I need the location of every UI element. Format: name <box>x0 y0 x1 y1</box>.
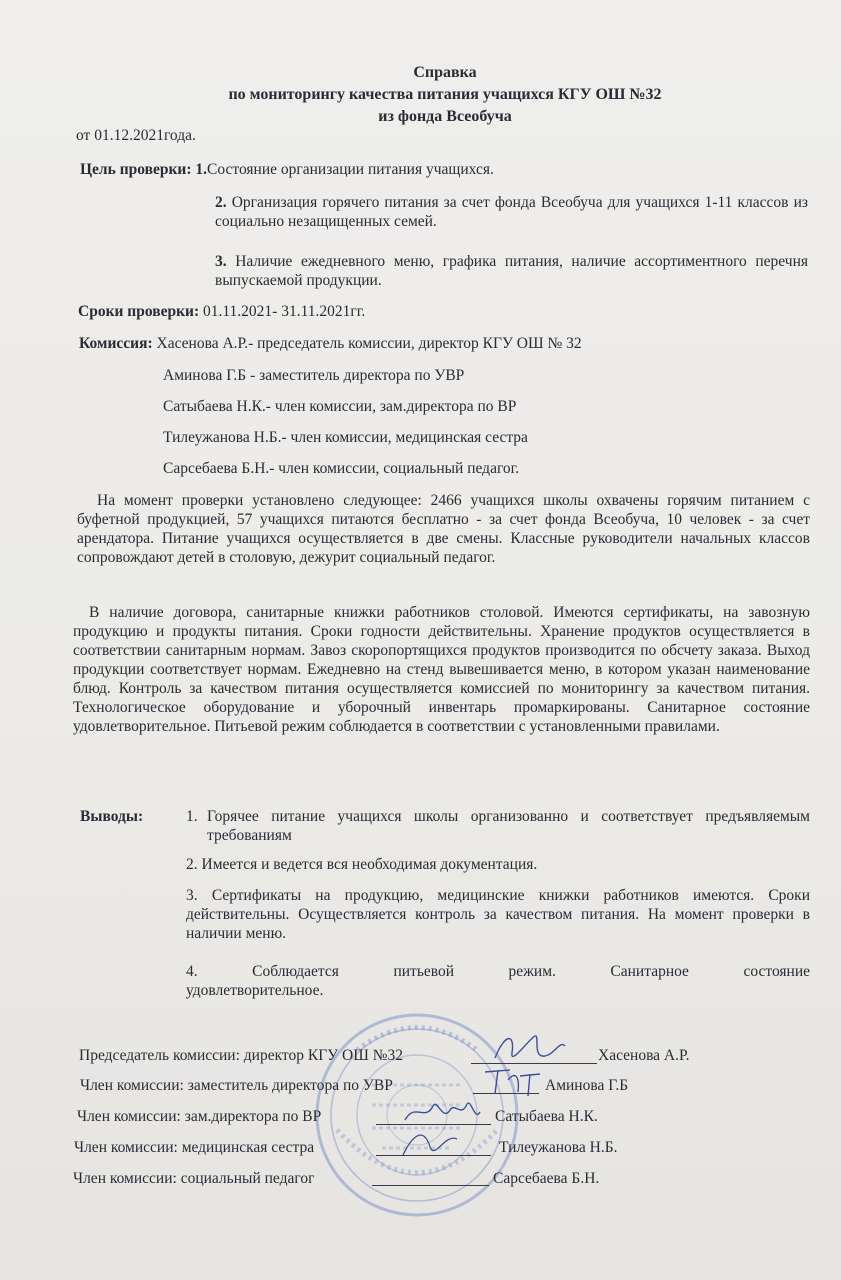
commission-member: Сарсебаева Б.Н.- член комиссии, социальный педагог. <box>163 460 520 477</box>
goal-line-1 <box>80 160 494 179</box>
handwritten-signature <box>395 1125 465 1165</box>
conclusion-text: Соблюдается питьевой режим. Санитарное состояние удовлетворительное. <box>186 963 810 999</box>
signature-role: Член комиссии: зам.директора по ВР <box>77 1108 322 1125</box>
commission-member: Аминова Г.Б - заместитель директора по УВР <box>163 367 465 384</box>
conclusion-item <box>186 962 810 1000</box>
goal-item-1-num: 1. <box>195 161 208 178</box>
document-source: из фонда Всеобуча <box>378 108 512 125</box>
commission-member: Сатыбаева Н.К.- член комиссии, зам.директора по ВР <box>163 398 517 415</box>
signature-name: Хасенова А.Р. <box>598 1047 690 1064</box>
commission-label: Комиссия: <box>79 335 153 352</box>
conclusions-label: Выводы: <box>80 808 144 825</box>
conclusion-text: Имеется и ведется вся необходимая документация. <box>201 856 538 873</box>
conclusion-item <box>186 855 810 874</box>
goal-item-3-num: 3. <box>215 253 227 270</box>
goal-item-3-text: Наличие ежедневного меню, графика питания, наличие ассортиментного перечня выпускаемой продукции. <box>215 253 809 289</box>
signature-name: Сатыбаева Н.К. <box>495 1108 598 1125</box>
conclusion-num: 3. <box>186 887 198 904</box>
body-paragraph-2: В наличие договора, санитарные книжки работников столовой. Имеются сертификаты, на завозную продукцию и продукты питания. Сроки годности действительны. Хранение продуктов осуществляется в соответствии санитарным нормам. Завоз скоропортящихся продуктов производится по обсчету заказа. Выход продукции соответствует нормам. Ежедневно на стенд вывешивается меню, в котором указан наименование блюд. Контроль за качеством питания осуществляется комиссией по мониторингу за качеством питания. Технологическое оборудование и уборочный инвентарь промаркированы. Санитарное состояние удовлетворительное. Питьевой режим соблюдается в соответствии с установленными правилами. <box>73 604 810 735</box>
document-title: Справка <box>413 64 477 81</box>
signature-name: Аминова Г.Б <box>545 1077 629 1094</box>
goal-item-1-text: Состояние организации питания учащихся. <box>207 161 494 178</box>
body-paragraph-1: На момент проверки установлено следующее: 2466 учащихся школы охвачены горячим питанием с буфетной продукцией, 57 учащихся питаются бесплатно - за счет фонда Всеобуча, 10 человек - за счет арендатора. Питание учащихся осуществляется в две смены. Классные руководители начальных классов сопровождают детей в столовую, дежурит социальный педагог. <box>77 492 810 566</box>
handwritten-signature <box>480 1062 550 1102</box>
conclusion-1-num: 1. <box>186 808 198 825</box>
period-line <box>78 302 365 321</box>
signature-role: Член комиссии: заместитель директора по УВР <box>80 1077 393 1094</box>
goal-item-2 <box>215 193 808 231</box>
signature-name: Сарсебаева Б.Н. <box>493 1170 600 1187</box>
period-label: Сроки проверки: <box>78 303 200 320</box>
signature-name: Тилеужанова Н.Б. <box>499 1139 618 1156</box>
conclusion-num: 2. <box>186 856 198 873</box>
commission-member: Тилеужанова Н.Б.- член комиссии, медицинская сестра <box>163 429 528 446</box>
conclusion-1-text: Горячее питание учащихся школы организованно и соответствует предъявляемым требованиям <box>207 808 810 844</box>
document-subtitle: по мониторингу качества питания учащихся КГУ ОШ №32 <box>228 86 662 103</box>
goal-item-3 <box>215 252 808 290</box>
document-date: от 01.12.2021года. <box>76 127 196 144</box>
goal-item-2-text: Организация горячего питания за счет фонда Всеобуча для учащихся 1-11 классов из социально незащищенных семей. <box>215 194 809 230</box>
signature-role: Председатель комиссии: директор КГУ ОШ №32 <box>79 1047 404 1064</box>
signature-line <box>372 1185 489 1186</box>
signature-role: Член комиссии: медицинская сестра <box>74 1139 315 1156</box>
period-value: 01.11.2021- 31.11.2021гг. <box>202 303 366 320</box>
goal-label: Цель проверки: <box>80 161 192 178</box>
commission-line-1 <box>79 334 582 353</box>
conclusion-text: Сертификаты на продукцию, медицинские книжки работников имеются. Сроки действительны. Осуществляется контроль за качеством питания. На момент проверки в наличии меню. <box>186 887 811 942</box>
conclusion-num: 4. <box>186 963 198 980</box>
conclusion-item <box>186 886 810 943</box>
signature-role: Член комиссии: социальный педагог <box>73 1170 315 1187</box>
commission-member: Хасенова А.Р.- председатель комиссии, директор КГУ ОШ № 32 <box>156 335 582 352</box>
goal-item-2-num: 2. <box>215 194 227 211</box>
